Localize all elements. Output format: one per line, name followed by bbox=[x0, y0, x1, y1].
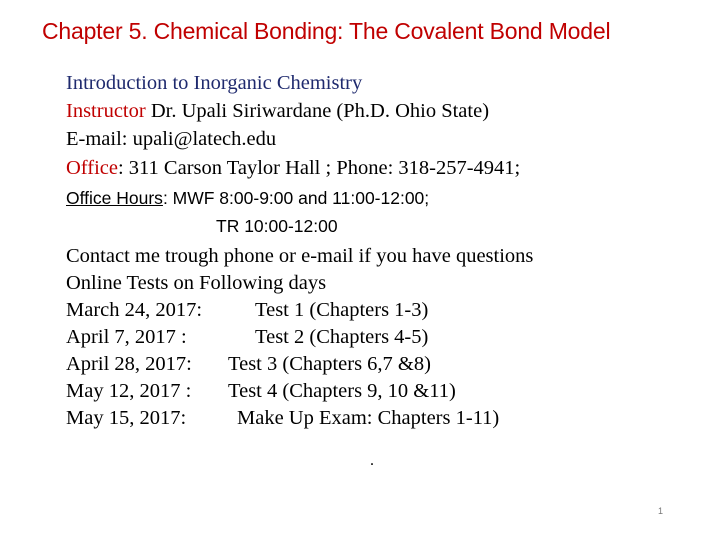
test-row bbox=[66, 407, 499, 430]
test-date: April 28, 2017: bbox=[66, 353, 192, 375]
footnote-dot: . bbox=[370, 452, 374, 469]
email-line: E-mail: upali@latech.edu bbox=[66, 128, 277, 150]
office-hours-label: Office Hours bbox=[66, 188, 163, 208]
test-row bbox=[66, 353, 431, 376]
test-date: April 7, 2017 : bbox=[66, 326, 187, 348]
test-desc: Test 1 (Chapters 1-3) bbox=[255, 299, 429, 321]
office-hours-tr-line: TR 10:00-12:00 bbox=[216, 216, 338, 236]
office-line bbox=[66, 157, 520, 180]
test-desc: Test 3 (Chapters 6,7 &8) bbox=[228, 353, 431, 375]
test-date: March 24, 2017: bbox=[66, 299, 203, 321]
test-date: May 12, 2017 : bbox=[66, 380, 192, 402]
office-hours-line bbox=[66, 188, 429, 209]
office-hours-value: : MWF 8:00-9:00 and 11:00-12:00; bbox=[162, 188, 430, 208]
office-label: Office bbox=[66, 157, 118, 179]
test-row bbox=[66, 380, 456, 403]
contact-line: Contact me trough phone or e-mail if you have questions bbox=[66, 245, 534, 267]
test-row bbox=[66, 326, 428, 349]
instructor-label: Instructor bbox=[66, 100, 146, 122]
instructor-value: Dr. Upali Siriwardane (Ph.D. Ohio State) bbox=[145, 100, 490, 122]
slide-title: Chapter 5. Chemical Bonding: The Covalent Bond Model bbox=[42, 18, 611, 44]
course-text: Introduction to Inorganic Chemistry bbox=[66, 72, 363, 94]
instructor-line bbox=[66, 100, 489, 123]
tests-heading: Online Tests on Following days bbox=[66, 272, 327, 294]
test-desc: Make Up Exam: Chapters 1-11) bbox=[237, 407, 500, 429]
test-desc: Test 4 (Chapters 9, 10 &11) bbox=[228, 380, 456, 402]
test-desc: Test 2 (Chapters 4-5) bbox=[255, 326, 429, 348]
page-number: 1 bbox=[658, 506, 664, 516]
course-name bbox=[66, 72, 362, 95]
office-value: : 311 Carson Taylor Hall ; Phone: 318-257-4941; bbox=[117, 157, 521, 179]
test-row bbox=[66, 299, 428, 322]
test-date: May 15, 2017: bbox=[66, 407, 187, 429]
